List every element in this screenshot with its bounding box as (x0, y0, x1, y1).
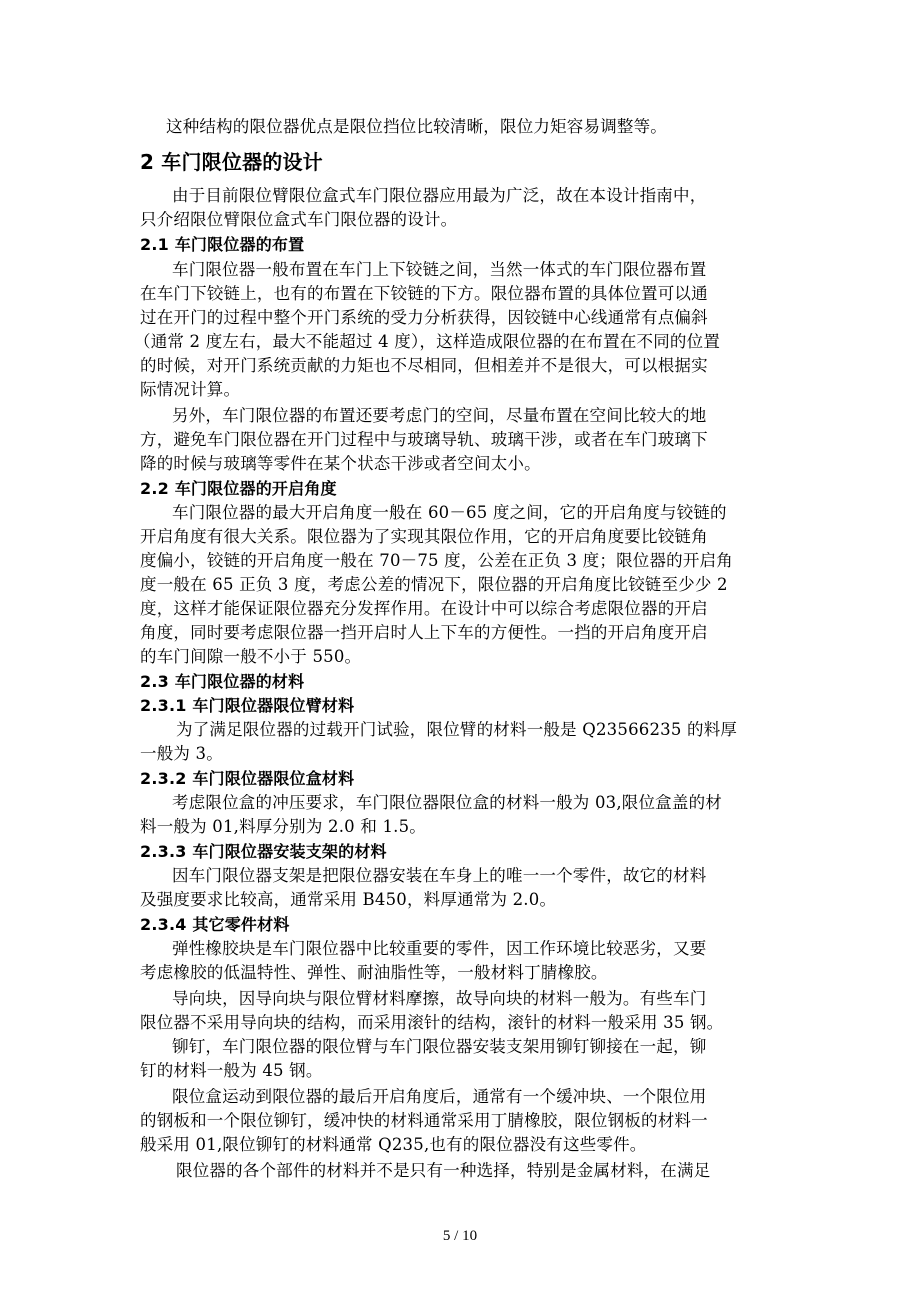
paragraph-line: 由于目前限位臂限位盒式车门限位器应用最为广泛，故在本设计指南中， (172, 186, 707, 205)
paragraph-line: 只介绍限位臂限位盒式车门限位器的设计。 (140, 210, 458, 229)
paragraph-line: 导向块，因导向块与限位臂材料摩擦，故导向块的材料一般为。有些车门 (172, 989, 707, 1008)
subsection-heading: 2.3 车门限位器的材料 (140, 672, 305, 691)
subsection-heading: 2.3.4 其它零件材料 (140, 915, 290, 934)
paragraph-line: 际情况计算。 (140, 380, 241, 399)
paragraph-line: 度一般在 65 正负 3 度，考虑公差的情况下，限位器的开启角度比铰链至少少 2 (140, 575, 728, 594)
paragraph-line: 方，避免车门限位器在开门过程中与玻璃导轨、玻璃干涉，或者在车门玻璃下 (140, 430, 708, 449)
paragraph-line: 为了满足限位器的过载开门试验，限位臂的材料一般是 Q23566235 的料厚 (176, 720, 738, 739)
paragraph-line: 限位盒运动到限位器的最后开启角度后，通常有一个缓冲块、一个限位用 (172, 1087, 707, 1106)
paragraph-line: 钉的材料一般为 45 钢。 (140, 1061, 323, 1080)
paragraph-line: （通常 2 度左右，最大不能超过 4 度），这样造成限位器的在布置在不同的位置 (134, 332, 721, 351)
page-number: 5 / 10 (442, 1228, 478, 1244)
paragraph-line: 降的时候与玻璃等零件在某个状态干涉或者空间太小。 (140, 454, 541, 473)
paragraph-line: 一般为 3。 (140, 744, 223, 763)
paragraph-line: 限位器的各个部件的材料并不是只有一种选择，特别是金属材料，在满足 (176, 1161, 711, 1180)
paragraph-line: 度，这样才能保证限位器充分发挥作用。在设计中可以综合考虑限位器的开启 (140, 599, 708, 618)
paragraph-line: 的钢板和一个限位铆钉，缓冲快的材料通常采用丁腈橡胶，限位钢板的材料一 (140, 1111, 708, 1130)
paragraph-line: 的时候，对开门系统贡献的力矩也不尽相同，但相差并不是很大，可以根据实 (140, 356, 708, 375)
subsection-heading: 2.1 车门限位器的布置 (140, 235, 305, 254)
paragraph-line: 这种结构的限位器优点是限位挡位比较清晰，限位力矩容易调整等。 (166, 117, 667, 136)
paragraph-line: 度偏小，铰链的开启角度一般在 70－75 度，公差在正负 3 度；限位器的开启角 (140, 551, 733, 570)
subsection-heading: 2.2 车门限位器的开启角度 (140, 479, 337, 498)
paragraph-line: 车门限位器的最大开启角度一般在 60－65 度之间，它的开启角度与铰链的 (172, 503, 727, 522)
paragraph-line: 限位器不采用导向块的结构，而采用滚针的结构，滚针的材料一般采用 35 钢。 (140, 1013, 724, 1032)
paragraph-line: 过在开门的过程中整个开门系统的受力分析获得，因铰链中心线通常有点偏斜 (140, 308, 708, 327)
paragraph-line: 铆钉，车门限位器的限位臂与车门限位器安装支架用铆钉铆接在一起，铆 (172, 1037, 707, 1056)
paragraph-line: 的车门间隙一般不小于 550。 (140, 647, 362, 666)
paragraph-line: 料一般为 01,料厚分别为 2.0 和 1.5。 (140, 817, 427, 836)
subsection-heading: 2.3.2 车门限位器限位盒材料 (140, 769, 355, 788)
paragraph-line: 车门限位器一般布置在车门上下铰链之间，当然一体式的车门限位器布置 (172, 260, 707, 279)
paragraph-line: 因车门限位器支架是把限位器安装在车身上的唯一一个零件，故它的材料 (172, 866, 707, 885)
section-heading: 2 车门限位器的设计 (140, 150, 323, 174)
paragraph-line: 般采用 01,限位铆钉的材料通常 Q235,也有的限位器没有这些零件。 (140, 1135, 647, 1154)
paragraph-line: 角度，同时要考虑限位器一挡开启时人上下车的方便性。一挡的开启角度开启 (140, 623, 708, 642)
paragraph-line: 在车门下铰链上，也有的布置在下铰链的下方。限位器布置的具体位置可以通 (140, 284, 708, 303)
subsection-heading: 2.3.1 车门限位器限位臂材料 (140, 696, 355, 715)
paragraph-line: 考虑限位盒的冲压要求，车门限位器限位盒的材料一般为 03,限位盒盖的材 (172, 793, 722, 812)
paragraph-line: 考虑橡胶的低温特性、弹性、耐油脂性等，一般材料丁腈橡胶。 (140, 963, 608, 982)
paragraph-line: 另外，车门限位器的布置还要考虑门的空间，尽量布置在空间比较大的地 (172, 406, 707, 425)
paragraph-line: 开启角度有很大关系。限位器为了实现其限位作用，它的开启角度要比铰链角 (140, 527, 708, 546)
subsection-heading: 2.3.3 车门限位器安装支架的材料 (140, 842, 387, 861)
paragraph-line: 弹性橡胶块是车门限位器中比较重要的零件，因工作环境比较恶劣，又要 (172, 939, 707, 958)
paragraph-line: 及强度要求比较高，通常采用 B450，料厚通常为 2.0。 (140, 890, 557, 909)
